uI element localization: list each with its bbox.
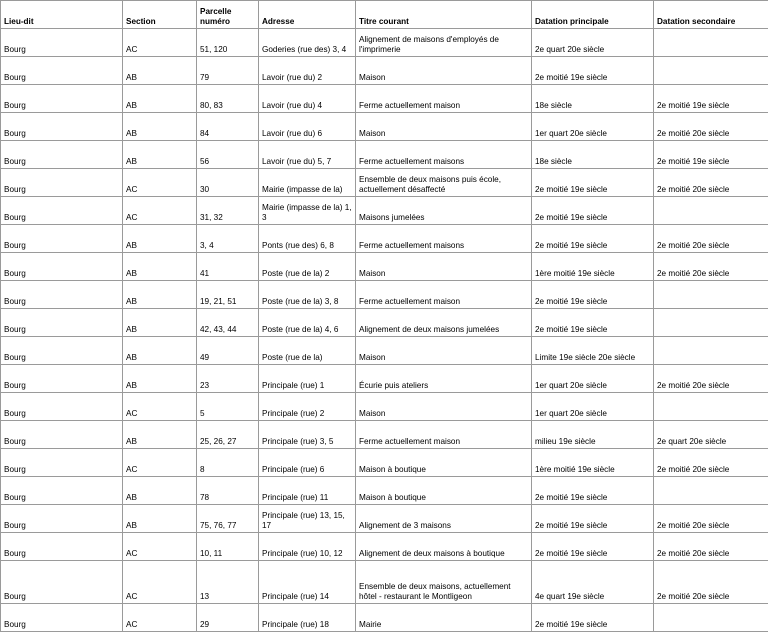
cell-lieu-dit: Bourg — [1, 29, 123, 57]
cell-section: AC — [123, 393, 197, 421]
cell-datation-principale: 2e moitié 19e siècle — [532, 57, 654, 85]
cell-adresse: Mairie (impasse de la) — [259, 169, 356, 197]
cell-datation-secondaire: 2e moitié 20e siècle — [654, 169, 768, 197]
cell-titre: Maison — [356, 113, 532, 141]
cell-lieu-dit: Bourg — [1, 113, 123, 141]
cell-lieu-dit: Bourg — [1, 561, 123, 604]
cell-parcelle: 49 — [197, 337, 259, 365]
cell-lieu-dit: Bourg — [1, 141, 123, 169]
cell-parcelle: 42, 43, 44 — [197, 309, 259, 337]
cell-adresse: Goderies (rue des) 3, 4 — [259, 29, 356, 57]
cell-titre: Ensemble de deux maisons puis école, actuellement désaffecté — [356, 169, 532, 197]
cell-datation-principale: Limite 19e siècle 20e siècle — [532, 337, 654, 365]
cell-section: AB — [123, 365, 197, 393]
cell-adresse: Poste (rue de la) — [259, 337, 356, 365]
cell-lieu-dit: Bourg — [1, 253, 123, 281]
cell-datation-principale: 18e siècle — [532, 85, 654, 113]
table-row — [1, 253, 768, 281]
cell-datation-secondaire: 2e moitié 20e siècle — [654, 253, 768, 281]
cell-adresse: Ponts (rue des) 6, 8 — [259, 225, 356, 253]
cell-datation-principale: milieu 19e siècle — [532, 421, 654, 449]
header-row — [1, 1, 768, 29]
table-row — [1, 365, 768, 393]
cell-section: AB — [123, 337, 197, 365]
cell-titre: Maison à boutique — [356, 449, 532, 477]
cell-lieu-dit: Bourg — [1, 337, 123, 365]
cell-adresse: Poste (rue de la) 3, 8 — [259, 281, 356, 309]
table-row — [1, 561, 768, 604]
table-row — [1, 57, 768, 85]
cell-datation-secondaire — [654, 337, 768, 365]
cell-lieu-dit: Bourg — [1, 169, 123, 197]
cell-section: AB — [123, 85, 197, 113]
cell-parcelle: 78 — [197, 477, 259, 505]
cell-parcelle: 41 — [197, 253, 259, 281]
cell-datation-principale: 2e moitié 19e siècle — [532, 604, 654, 632]
cell-titre: Ferme actuellement maisons — [356, 225, 532, 253]
cell-titre: Mairie — [356, 604, 532, 632]
cell-datation-principale: 2e moitié 19e siècle — [532, 281, 654, 309]
cell-section: AB — [123, 505, 197, 533]
cell-parcelle: 30 — [197, 169, 259, 197]
cell-datation-secondaire — [654, 309, 768, 337]
table-row — [1, 169, 768, 197]
cell-lieu-dit: Bourg — [1, 477, 123, 505]
cell-lieu-dit: Bourg — [1, 421, 123, 449]
cell-parcelle: 3, 4 — [197, 225, 259, 253]
cell-datation-secondaire — [654, 604, 768, 632]
cell-datation-secondaire: 2e moitié 19e siècle — [654, 141, 768, 169]
cell-datation-secondaire: 2e moitié 20e siècle — [654, 449, 768, 477]
cell-parcelle: 25, 26, 27 — [197, 421, 259, 449]
cell-datation-secondaire: 2e quart 20e siècle — [654, 421, 768, 449]
cell-adresse: Lavoir (rue du) 5, 7 — [259, 141, 356, 169]
header-section: Section — [123, 1, 197, 29]
cell-datation-secondaire: 2e moitié 20e siècle — [654, 365, 768, 393]
cell-lieu-dit: Bourg — [1, 604, 123, 632]
cell-lieu-dit: Bourg — [1, 505, 123, 533]
header-adresse: Adresse — [259, 1, 356, 29]
cell-lieu-dit: Bourg — [1, 197, 123, 225]
cell-datation-secondaire — [654, 197, 768, 225]
cell-datation-principale: 2e moitié 19e siècle — [532, 169, 654, 197]
cell-parcelle: 5 — [197, 393, 259, 421]
table-row — [1, 85, 768, 113]
cell-datation-principale: 2e moitié 19e siècle — [532, 533, 654, 561]
cell-datation-principale: 2e moitié 19e siècle — [532, 197, 654, 225]
table-row — [1, 225, 768, 253]
cell-titre: Maison — [356, 393, 532, 421]
cell-section: AC — [123, 533, 197, 561]
cell-parcelle: 8 — [197, 449, 259, 477]
table-row — [1, 449, 768, 477]
cell-section: AB — [123, 421, 197, 449]
cell-section: AC — [123, 604, 197, 632]
header-lieu-dit: Lieu-dit — [1, 1, 123, 29]
cell-parcelle: 80, 83 — [197, 85, 259, 113]
table-row — [1, 421, 768, 449]
cell-parcelle: 19, 21, 51 — [197, 281, 259, 309]
cell-adresse: Principale (rue) 14 — [259, 561, 356, 604]
cell-adresse: Lavoir (rue du) 6 — [259, 113, 356, 141]
cell-lieu-dit: Bourg — [1, 365, 123, 393]
cell-section: AB — [123, 309, 197, 337]
cell-datation-secondaire: 2e moitié 19e siècle — [654, 85, 768, 113]
cell-titre: Ferme actuellement maisons — [356, 141, 532, 169]
cell-section: AC — [123, 169, 197, 197]
cell-titre: Alignement de deux maisons à boutique — [356, 533, 532, 561]
cell-datation-secondaire — [654, 477, 768, 505]
cell-datation-principale: 4e quart 19e siècle — [532, 561, 654, 604]
cell-titre: Ferme actuellement maison — [356, 421, 532, 449]
cell-section: AC — [123, 561, 197, 604]
cell-parcelle: 79 — [197, 57, 259, 85]
cell-parcelle: 84 — [197, 113, 259, 141]
cell-parcelle: 56 — [197, 141, 259, 169]
cell-lieu-dit: Bourg — [1, 57, 123, 85]
cell-parcelle: 13 — [197, 561, 259, 604]
cell-titre: Maisons jumelées — [356, 197, 532, 225]
table-row — [1, 281, 768, 309]
table-row — [1, 337, 768, 365]
cell-lieu-dit: Bourg — [1, 393, 123, 421]
cell-adresse: Poste (rue de la) 4, 6 — [259, 309, 356, 337]
cell-section: AB — [123, 225, 197, 253]
cell-titre: Ensemble de deux maisons, actuellement hôtel - restaurant le Montligeon — [356, 561, 532, 604]
cell-lieu-dit: Bourg — [1, 533, 123, 561]
cell-datation-secondaire: 2e moitié 20e siècle — [654, 225, 768, 253]
cell-datation-secondaire — [654, 281, 768, 309]
cell-datation-secondaire — [654, 57, 768, 85]
cell-titre: Écurie puis ateliers — [356, 365, 532, 393]
header-titre: Titre courant — [356, 1, 532, 29]
table-row — [1, 505, 768, 533]
cell-titre: Maison à boutique — [356, 477, 532, 505]
cell-parcelle: 23 — [197, 365, 259, 393]
cell-parcelle: 51, 120 — [197, 29, 259, 57]
cell-section: AB — [123, 281, 197, 309]
cell-lieu-dit: Bourg — [1, 225, 123, 253]
table-row — [1, 604, 768, 632]
cell-parcelle: 75, 76, 77 — [197, 505, 259, 533]
cell-datation-principale: 1er quart 20e siècle — [532, 393, 654, 421]
cell-section: AC — [123, 449, 197, 477]
cell-adresse: Principale (rue) 11 — [259, 477, 356, 505]
cell-datation-secondaire: 2e moitié 20e siècle — [654, 505, 768, 533]
cell-datation-principale: 2e quart 20e siècle — [532, 29, 654, 57]
cell-section: AB — [123, 113, 197, 141]
cell-titre: Maison — [356, 253, 532, 281]
table-row — [1, 113, 768, 141]
cell-adresse: Principale (rue) 2 — [259, 393, 356, 421]
cell-datation-principale: 1ère moitié 19e siècle — [532, 253, 654, 281]
cell-titre: Alignement de deux maisons jumelées — [356, 309, 532, 337]
cell-datation-principale: 1er quart 20e siècle — [532, 113, 654, 141]
cell-datation-secondaire — [654, 393, 768, 421]
cell-lieu-dit: Bourg — [1, 281, 123, 309]
cell-section: AB — [123, 477, 197, 505]
table-row — [1, 29, 768, 57]
table-row — [1, 141, 768, 169]
cell-lieu-dit: Bourg — [1, 85, 123, 113]
header-datation-principale: Datation principale — [532, 1, 654, 29]
cell-datation-principale: 2e moitié 19e siècle — [532, 505, 654, 533]
table-row — [1, 477, 768, 505]
cell-section: AB — [123, 253, 197, 281]
cell-datation-principale: 1er quart 20e siècle — [532, 365, 654, 393]
table-row — [1, 309, 768, 337]
cell-titre: Ferme actuellement maison — [356, 85, 532, 113]
cell-adresse: Principale (rue) 1 — [259, 365, 356, 393]
cell-section: AB — [123, 141, 197, 169]
cell-adresse: Mairie (impasse de la) 1, 3 — [259, 197, 356, 225]
cell-parcelle: 29 — [197, 604, 259, 632]
cell-titre: Alignement de maisons d'employés de l'imprimerie — [356, 29, 532, 57]
header-parcelle: Parcelle numéro — [197, 1, 259, 29]
cell-parcelle: 10, 11 — [197, 533, 259, 561]
cell-lieu-dit: Bourg — [1, 309, 123, 337]
cell-titre: Ferme actuellement maison — [356, 281, 532, 309]
cell-titre: Maison — [356, 57, 532, 85]
cell-adresse: Principale (rue) 3, 5 — [259, 421, 356, 449]
table-row — [1, 197, 768, 225]
cell-section: AB — [123, 57, 197, 85]
cell-adresse: Principale (rue) 13, 15, 17 — [259, 505, 356, 533]
cell-titre: Maison — [356, 337, 532, 365]
cell-section: AC — [123, 197, 197, 225]
cell-section: AC — [123, 29, 197, 57]
cell-datation-secondaire: 2e moitié 20e siècle — [654, 561, 768, 604]
cell-datation-principale: 2e moitié 19e siècle — [532, 309, 654, 337]
cell-datation-principale: 18e siècle — [532, 141, 654, 169]
cell-datation-principale: 1ère moitié 19e siècle — [532, 449, 654, 477]
cell-datation-principale: 2e moitié 19e siècle — [532, 477, 654, 505]
table-row — [1, 393, 768, 421]
cell-adresse: Lavoir (rue du) 4 — [259, 85, 356, 113]
cell-adresse: Principale (rue) 18 — [259, 604, 356, 632]
cell-datation-principale: 2e moitié 19e siècle — [532, 225, 654, 253]
cell-lieu-dit: Bourg — [1, 449, 123, 477]
cell-adresse: Lavoir (rue du) 2 — [259, 57, 356, 85]
cell-titre: Alignement de 3 maisons — [356, 505, 532, 533]
cell-adresse: Principale (rue) 6 — [259, 449, 356, 477]
cell-datation-secondaire: 2e moitié 20e siècle — [654, 113, 768, 141]
header-datation-secondaire: Datation secondaire — [654, 1, 768, 29]
cell-parcelle: 31, 32 — [197, 197, 259, 225]
cell-datation-secondaire — [654, 29, 768, 57]
cell-adresse: Poste (rue de la) 2 — [259, 253, 356, 281]
table-row — [1, 533, 768, 561]
cell-adresse: Principale (rue) 10, 12 — [259, 533, 356, 561]
cell-datation-secondaire: 2e moitié 20e siècle — [654, 533, 768, 561]
